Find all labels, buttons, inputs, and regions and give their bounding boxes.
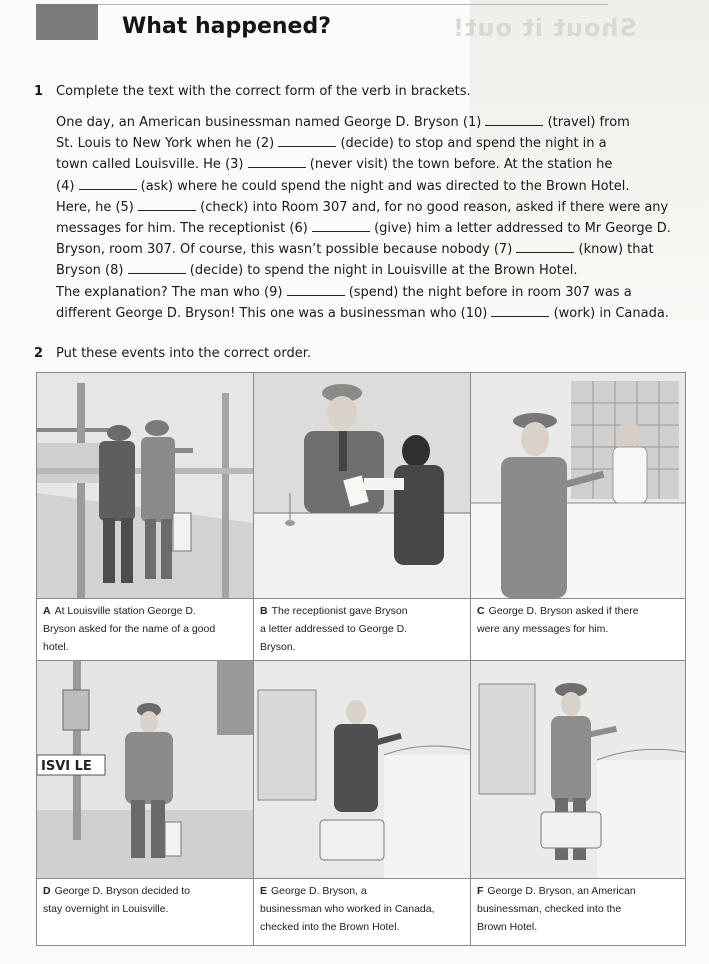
answer-blank[interactable] bbox=[491, 305, 549, 317]
answer-blank[interactable] bbox=[248, 156, 306, 168]
header-rule bbox=[98, 4, 608, 5]
page-title: What happened? bbox=[122, 14, 331, 39]
caption-text: stay overnight in Louisville. bbox=[43, 903, 169, 915]
picture-d bbox=[37, 660, 253, 878]
text-after-blank: (travel) from bbox=[543, 115, 630, 130]
text-before-blank: Bryson, room 307. Of course, this wasn’t possible because nobody (7) bbox=[56, 242, 517, 258]
text-line bbox=[56, 176, 670, 197]
caption-a bbox=[37, 598, 253, 660]
caption-letter: D bbox=[43, 885, 51, 897]
text-after-blank: (decide) to stop and spend the night in a bbox=[336, 136, 607, 152]
text-before-blank: town called Louisville. He (3) bbox=[56, 157, 248, 173]
header-bar bbox=[36, 4, 98, 40]
text-after-blank: (give) him a letter addressed to Mr George D. bbox=[369, 221, 671, 237]
caption-text: businessman who worked in Canada, bbox=[260, 903, 435, 915]
exercise2-number: 2 bbox=[34, 346, 44, 361]
caption-b bbox=[254, 598, 470, 660]
caption-text: George D. Bryson, a bbox=[271, 885, 367, 897]
exercise2-instruction: Put these events into the correct order. bbox=[56, 346, 312, 361]
caption-letter: A bbox=[43, 605, 51, 617]
text-line bbox=[56, 133, 670, 154]
grid-divider bbox=[37, 660, 685, 661]
picture-c bbox=[471, 373, 685, 598]
text-line bbox=[56, 282, 670, 303]
text-after-blank: (check) into Room 307 and, for no good reason, asked if there were any bbox=[196, 199, 669, 215]
answer-blank[interactable] bbox=[278, 135, 336, 147]
answer-blank[interactable] bbox=[312, 220, 370, 232]
exercise1-instruction: Complete the text with the correct form of the verb in brackets. bbox=[56, 84, 471, 99]
caption-letter: B bbox=[260, 605, 268, 617]
caption-text: George D. Bryson asked if there bbox=[488, 605, 639, 617]
text-after-blank: (ask) where he could spend the night and was directed to the Brown Hotel. bbox=[136, 178, 630, 194]
text-before-blank: One day, an American businessman named George D. Bryson (1) bbox=[56, 115, 486, 130]
text-line bbox=[56, 239, 670, 260]
exercise1-number: 1 bbox=[34, 84, 44, 99]
grid-divider bbox=[470, 373, 471, 945]
text-before-blank: Bryson (8) bbox=[56, 263, 128, 279]
caption-text: At Louisville station George D. bbox=[54, 605, 196, 617]
exercise1-text bbox=[56, 112, 670, 324]
text-after-blank: (know) that bbox=[574, 242, 654, 258]
text-after-blank: (work) in Canada. bbox=[549, 305, 669, 321]
caption-letter: F bbox=[477, 885, 484, 897]
picture-e bbox=[254, 660, 470, 878]
text-before-blank: The explanation? The man who (9) bbox=[56, 284, 287, 300]
answer-blank[interactable] bbox=[138, 199, 196, 211]
caption-text: hotel. bbox=[43, 641, 69, 653]
text-line bbox=[56, 218, 670, 239]
text-after-blank: (decide) to spend the night in Louisville at the Brown Hotel. bbox=[185, 263, 578, 279]
text-before-blank: Here, he (5) bbox=[56, 199, 139, 215]
text-after-blank: (never visit) the town before. At the station he bbox=[305, 157, 613, 173]
caption-letter: E bbox=[260, 885, 268, 897]
text-after-blank: (spend) the night before in room 307 was a bbox=[344, 284, 632, 300]
answer-blank[interactable] bbox=[516, 241, 574, 253]
answer-blank[interactable] bbox=[79, 178, 137, 190]
caption-text: Brown Hotel. bbox=[477, 921, 538, 933]
text-line bbox=[56, 197, 670, 218]
picture-b bbox=[254, 373, 470, 598]
text-line bbox=[56, 303, 670, 324]
text-before-blank: St. Louis to New York when he (2) bbox=[56, 136, 279, 152]
station-sign: ISVI LE bbox=[41, 759, 92, 774]
caption-letter: C bbox=[477, 605, 485, 617]
grid-divider bbox=[253, 373, 254, 945]
caption-text: were any messages for him. bbox=[477, 623, 609, 635]
caption-f bbox=[471, 878, 685, 945]
caption-text: a letter addressed to George D. bbox=[260, 623, 408, 635]
answer-blank[interactable] bbox=[128, 262, 186, 274]
text-line bbox=[56, 112, 670, 133]
text-before-blank: different George D. Bryson! This one was a businessman who (10) bbox=[56, 305, 492, 321]
picture-a bbox=[37, 373, 253, 598]
picture-f bbox=[471, 660, 685, 878]
caption-text: Bryson. bbox=[260, 641, 296, 653]
caption-text: George D. Bryson, an American bbox=[487, 885, 636, 897]
answer-blank[interactable] bbox=[485, 114, 543, 126]
text-line bbox=[56, 154, 670, 175]
text-before-blank: messages for him. The receptionist (6) bbox=[56, 221, 312, 237]
caption-text: checked into the Brown Hotel. bbox=[260, 921, 400, 933]
text-before-blank: (4) bbox=[56, 178, 79, 194]
caption-text: George D. Bryson decided to bbox=[54, 885, 191, 897]
answer-blank[interactable] bbox=[287, 284, 345, 296]
caption-e bbox=[254, 878, 470, 945]
text-line bbox=[56, 260, 670, 281]
caption-text: Bryson asked for the name of a good bbox=[43, 623, 216, 635]
caption-c bbox=[471, 598, 685, 660]
caption-text: businessman, checked into the bbox=[477, 903, 622, 915]
caption-d bbox=[37, 878, 253, 945]
ghost-title: Shout it out! bbox=[452, 14, 637, 42]
picture-grid bbox=[36, 372, 686, 946]
caption-text: The receptionist gave Bryson bbox=[271, 605, 408, 617]
